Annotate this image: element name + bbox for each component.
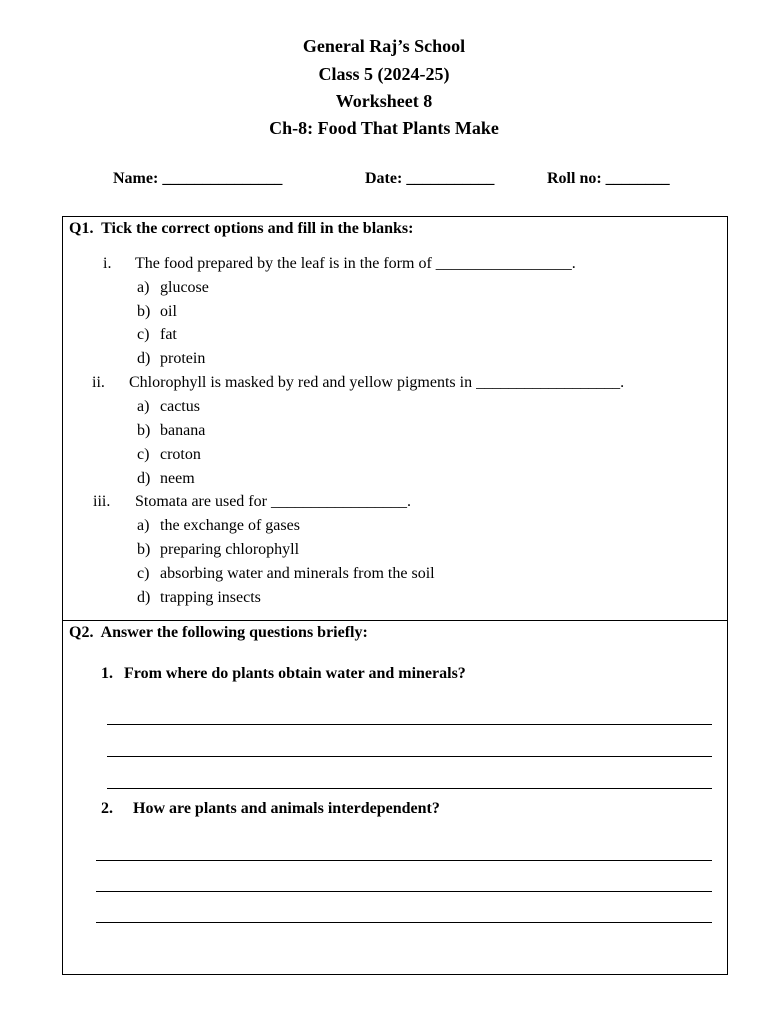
option-letter: c) [137,326,150,343]
q2-question-text: From where do plants obtain water and minerals? [124,665,466,682]
option-letter: a) [137,279,150,296]
option-letter: b) [137,541,151,558]
option-letter: b) [137,303,151,320]
option-letter: b) [137,422,151,439]
answer-line[interactable] [107,724,712,725]
school-name: General Raj’s School [302,36,466,56]
option-text: oil [160,303,177,320]
option-letter: a) [137,517,150,534]
roll-no-field: Roll no: ________ [547,170,670,187]
option-text: banana [160,422,206,439]
option-text: fat [160,326,177,343]
option-text: neem [160,470,195,487]
option-text: croton [160,446,201,463]
answer-line[interactable] [107,756,712,757]
option-letter: d) [137,350,151,367]
q1-item-number: ii. [92,374,105,391]
answer-line[interactable] [96,860,712,861]
option-letter: d) [137,589,151,606]
name-field: Name: _______________ [113,170,283,187]
answer-line[interactable] [96,922,712,923]
q1-title: Q1. Tick the correct options and fill in the blanks: [69,220,414,237]
q2-title: Q2. Answer the following questions briefly: [69,624,368,641]
option-letter: c) [137,565,150,582]
chapter-title: Ch-8: Food That Plants Make [269,118,499,138]
q1-item-text: Stomata are used for _________________. [135,493,411,510]
q2-question-text: How are plants and animals interdependent? [133,800,440,817]
q1-item-number: iii. [93,493,111,510]
option-text: preparing chlorophyll [160,541,300,558]
q1-item-text: Chlorophyll is masked by red and yellow pigments in __________________. [129,374,625,391]
option-letter: c) [137,446,150,463]
date-field: Date: ___________ [365,170,495,187]
option-text: glucose [160,279,209,296]
answer-line[interactable] [96,891,712,892]
class-label: Class 5 (2024-25) [318,64,450,84]
option-text: the exchange of gases [160,517,300,534]
option-text: trapping insects [160,589,261,606]
option-text: cactus [160,398,200,415]
option-text: protein [160,350,206,367]
q2-question-number: 2. [101,800,113,817]
q1-item-number: i. [103,255,112,272]
option-letter: a) [137,398,150,415]
option-text: absorbing water and minerals from the soil [160,565,435,582]
q1-section [62,216,728,621]
q2-section [62,620,728,975]
q1-item-text: The food prepared by the leaf is in the form of _________________. [135,255,576,272]
q2-question-number: 1. [101,665,113,682]
option-letter: d) [137,470,151,487]
worksheet-label: Worksheet 8 [335,91,433,111]
answer-line[interactable] [107,788,712,789]
